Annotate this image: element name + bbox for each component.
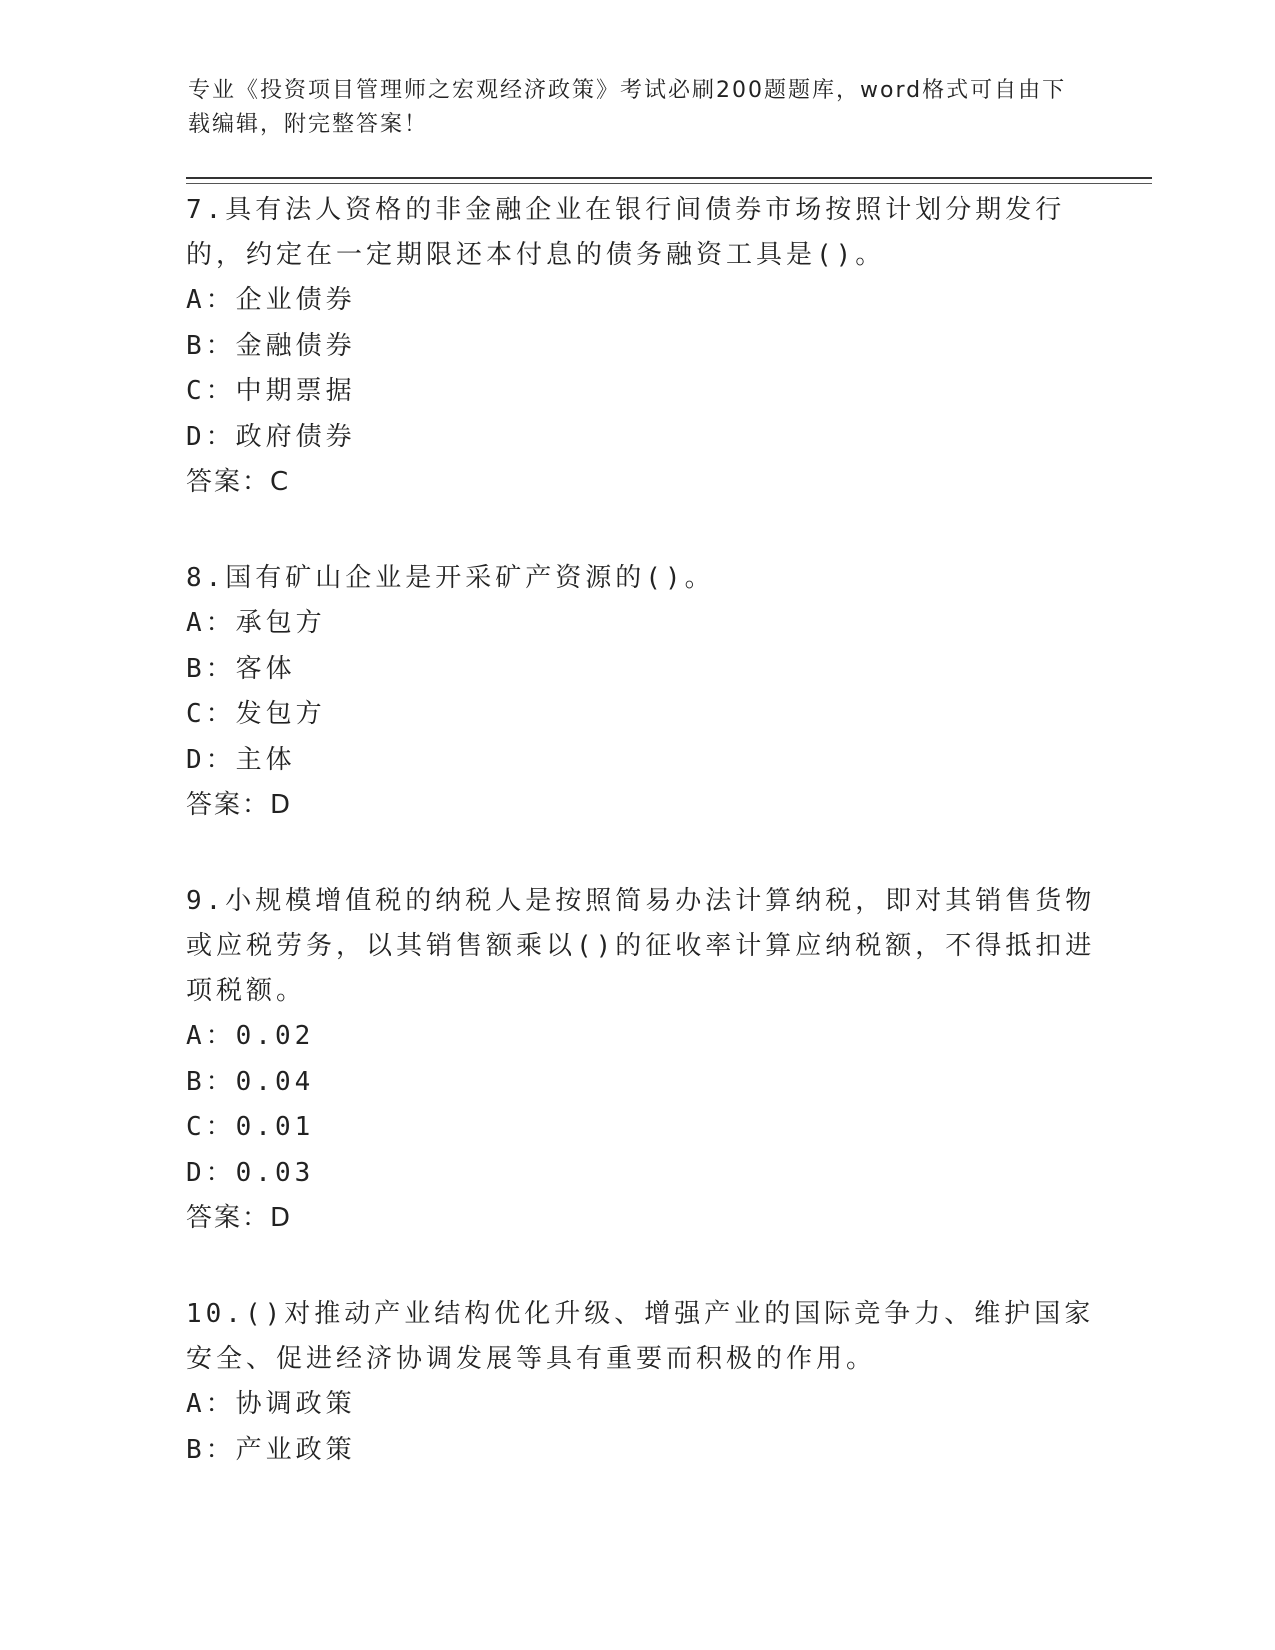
- question-9: [186, 879, 1106, 1241]
- question-stem: 9.小规模增值税的纳税人是按照简易办法计算纳税，即对其销售货物或应税劳务，以其销售额乘以()的征收率计算应纳税额，不得抵扣进项税额。: [186, 886, 1096, 1006]
- option-b: B：客体: [186, 653, 296, 684]
- answer: 答案：D: [186, 1203, 293, 1233]
- option-b: B：金融债券: [186, 330, 356, 361]
- option-b: B：0.04: [186, 1066, 315, 1097]
- question-10: [186, 1292, 1106, 1473]
- question-stem: 8.国有矿山企业是开采矿产资源的()。: [186, 563, 715, 593]
- answer: 答案：C: [186, 467, 291, 497]
- option-a: A：承包方: [186, 608, 326, 638]
- question-7: [186, 188, 1106, 505]
- option-a: A：企业债券: [186, 285, 356, 315]
- option-a: A：0.02: [186, 1021, 315, 1051]
- question-stem: 7.具有法人资格的非金融企业在银行间债券市场按照计划分期发行的，约定在一定期限还本付息的债务融资工具是()。: [186, 195, 1066, 270]
- question-list: [186, 188, 1106, 1524]
- question-stem: 10.()对推动产业结构优化升级、增强产业的国际竞争力、维护国家安全、促进经济协调发展等具有重要而积极的作用。: [186, 1299, 1095, 1374]
- option-c: C：0.01: [186, 1112, 315, 1142]
- option-a: A：协调政策: [186, 1389, 356, 1419]
- option-d: D：政府债券: [186, 421, 356, 452]
- header-divider-thick: [186, 177, 1152, 179]
- question-8: [186, 556, 1106, 828]
- answer: 答案：D: [186, 790, 293, 820]
- option-d: D：0.03: [186, 1157, 315, 1188]
- option-d: D：主体: [186, 744, 296, 775]
- option-b: B：产业政策: [186, 1434, 356, 1465]
- option-c: C：发包方: [186, 699, 326, 729]
- header-divider-thin: [186, 183, 1152, 184]
- page-header: 专业《投资项目管理师之宏观经济政策》考试必刷200题题库，word格式可自由下载编辑，附完整答案！: [188, 78, 1067, 137]
- option-c: C：中期票据: [186, 376, 356, 406]
